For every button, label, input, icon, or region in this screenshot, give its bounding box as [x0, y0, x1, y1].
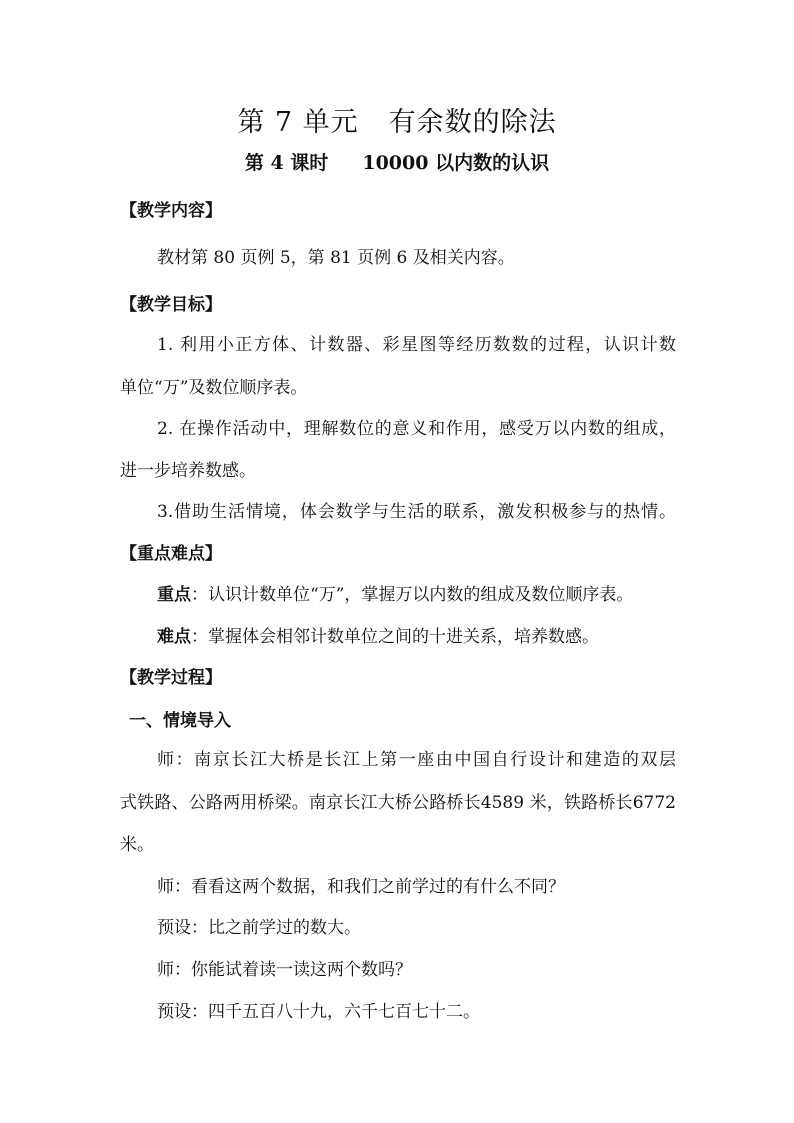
- section-heading-process: 【教学过程】: [120, 668, 222, 688]
- unit-number: 第 7 单元: [237, 107, 359, 138]
- process-para-3: 预设：比之前学过的数大。: [157, 918, 361, 938]
- process-para-1-line-1: 师：南京长江大桥是长江上第一座由中国自行设计和建造的双层: [157, 750, 676, 770]
- process-para-1-line-3: 米。: [120, 835, 154, 855]
- hard-point-text: ：掌握体会相邻计数单位之间的十进关系，培养数感。: [191, 627, 599, 647]
- process-para-4: 师：你能试着读一读这两个数吗？: [157, 960, 412, 980]
- key-point: [157, 580, 633, 605]
- lesson-title: [0, 148, 794, 175]
- goal-2-line-1: 2. 在操作活动中，理解数位的意义和作用，感受万以内数的组成，: [157, 419, 676, 439]
- unit-title: [0, 100, 794, 139]
- key-point-text: ：认识计数单位“万”，掌握万以内数的组成及数位顺序表。: [191, 585, 634, 605]
- section-heading-content: 【教学内容】: [120, 201, 222, 221]
- process-para-5: 预设：四千五百八十九，六千七百七十二。: [157, 1002, 480, 1022]
- goal-3: 3.借助生活情境，体会数学与生活的联系，激发积极参与的热情。: [157, 502, 676, 522]
- goal-2-line-2: 进一步培养数感。: [120, 461, 256, 481]
- hard-point-label: 难点: [157, 627, 191, 647]
- process-para-1-line-2: 式铁路、公路两用桥梁。南京长江大桥公路桥长4589 米，铁路桥长6772: [120, 793, 676, 813]
- section-heading-goals: 【教学目标】: [120, 295, 222, 315]
- lesson-number: 第 4 课时: [244, 152, 329, 174]
- goal-1-line-1: 1. 利用小正方体、计数器、彩星图等经历数数的过程，认识计数: [157, 335, 676, 355]
- section-heading-key-points: 【重点难点】: [120, 544, 222, 564]
- hard-point: [157, 622, 599, 647]
- key-point-label: 重点: [157, 585, 191, 605]
- part-1-heading: 一、情境导入: [129, 711, 231, 731]
- goal-1-line-2: 单位“万”及数位顺序表。: [120, 378, 308, 398]
- process-para-2: 师：看看这两个数据，和我们之前学过的有什么不同？: [157, 877, 565, 897]
- unit-subject: 有余数的除法: [388, 107, 557, 138]
- lesson-topic: 10000 以内数的认识: [362, 152, 550, 174]
- content-text: 教材第 80 页例 5，第 81 页例 6 及相关内容。: [157, 248, 515, 268]
